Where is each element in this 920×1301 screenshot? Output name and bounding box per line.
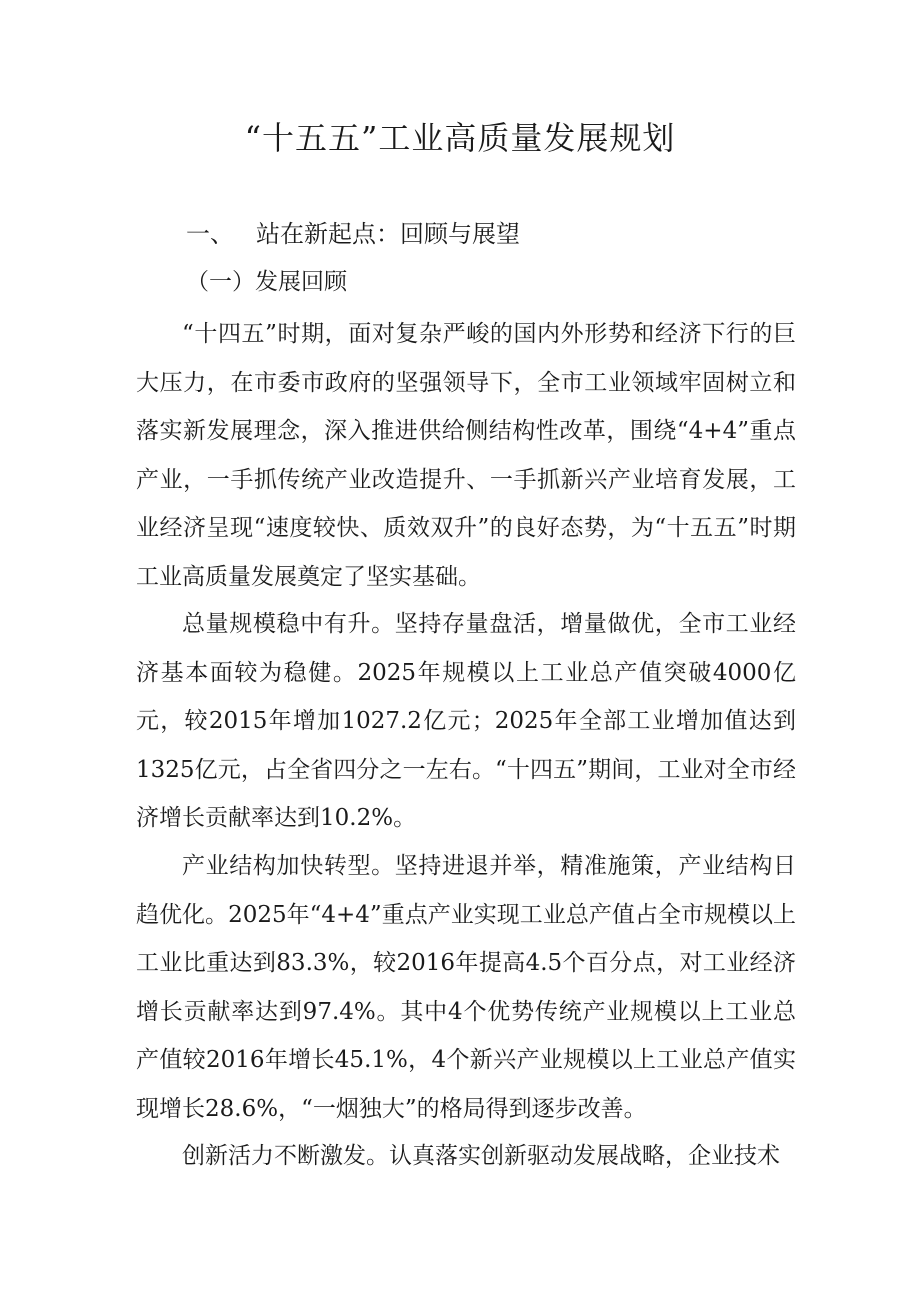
section-heading: [186, 214, 520, 254]
paragraph: 总量规模稳中有升。坚持存量盘活，增量做优，全市工业经济基本面较为稳健。2025年规模以上工业总产值突破4000亿元，较2015年增加1027.2亿元；2025年全部工业增加值达到1325亿元，占全省四分之一左右。“十四五”期间，工业对全市经济增长贡献率达到10.2%。: [136, 611, 796, 831]
section-heading-text: 站在新起点：回顾与展望: [256, 220, 520, 248]
paragraph: 产业结构加快转型。坚持进退并举，精准施策，产业结构日趋优化。2025年“4+4”重点产业实现工业总产值占全市规模以上工业比重达到83.3%，较2016年提高4.5个百分点，对工业经济增长贡献率达到97.4%。其中4个优势传统产业规模以上工业总产值较2016年增长45.1%，4个新兴产业规模以上工业总产值实现增长28.6%，“一烟独大”的格局得到逐步改善。: [136, 853, 796, 1122]
document-title: “十五五”工业高质量发展规划: [244, 119, 676, 157]
paragraph: 创新活力不断激发。认真落实创新驱动发展战略，企业技术: [182, 1143, 780, 1169]
paragraph: “十四五”时期，面对复杂严峻的国内外形势和经济下行的巨大压力，在市委市政府的坚强领导下，全市工业领域牢固树立和落实新发展理念，深入推进供给侧结构性改革，围绕“4+4”重点产业，一手抓传统产业改造提升、一手抓新兴产业培育发展，工业经济呈现“速度较快、质效双升”的良好态势，为“十五五”时期工业高质量发展奠定了坚实基础。: [136, 321, 796, 590]
section-number: 一、: [186, 220, 234, 248]
subsection-heading: （一）发展回顾: [186, 269, 347, 295]
